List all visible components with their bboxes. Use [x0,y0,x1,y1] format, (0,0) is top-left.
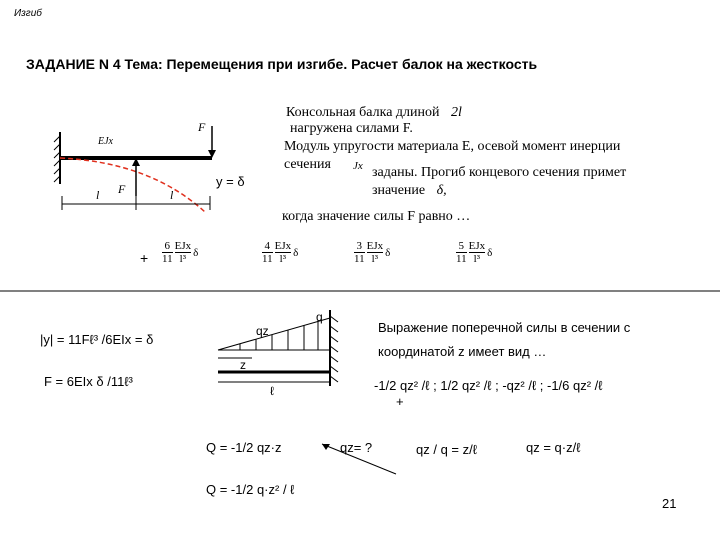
derivation-q1: Q = -1/2 qz·z [206,440,282,455]
label-q: q [316,310,323,324]
label-force-top: F [198,120,206,134]
question2-answers[interactable]: -1/2 qz² /ℓ ; 1/2 qz² /ℓ ; -qz² /ℓ ; -1/6 qz² /ℓ [374,378,603,393]
problem-length-symbol: 2l [451,105,462,120]
label-deflection: y = δ [216,174,245,189]
problem-line-3: Модуль упругости материала E, осевой момент инерции [284,139,621,154]
solution-eq-2: F = 6EIx δ /11ℓ³ [44,374,133,389]
solution-eq-1: |y| = 11Fℓ³ /6EIx = δ [40,332,154,347]
option-4[interactable]: $\frac{5}{11}$ $\frac{\text{EJx}}{\text{l³}}$ δ [456,240,493,265]
derivation-qz-question: qz= ? [340,440,373,455]
slide-title: ЗАДАНИЕ N 4 Тема: Перемещения при изгибе. Расчет балок на жесткость [26,56,538,72]
problem-line-1: Консольная балка длиной 2l [286,105,462,120]
derivation-ratio: qz / q = z/ℓ [416,442,477,457]
load-triangle-edge [218,318,330,350]
question2-line-1: Выражение поперечной силы в сечении с [378,320,631,335]
label-l-2: l [170,188,174,202]
question2-correct-marker: + [396,394,404,409]
problem-line-6: когда значение силы F равно … [282,209,471,224]
problem-line-4a: сечения [284,157,331,172]
page-number: 21 [662,496,677,511]
label-qz: qz [256,324,269,338]
option-1[interactable]: $\frac{6}{11}$ $\frac{\text{EJx}}{\text{l³}}$ δ [162,240,199,265]
problem-line-2: нагружена силами F. [290,121,413,136]
label-l-1: l [96,188,100,202]
option-3[interactable]: $\frac{3}{11}$ $\frac{\text{EJx}}{\text{l³}}$ δ [354,240,391,265]
wall-hatching-2 [330,316,338,382]
problem-line-5: значение δ, [372,183,447,198]
slide-header: Изгиб [14,8,42,19]
problem-line-4b: заданы. Прогиб концевого сечения примет [372,165,627,180]
label-ej: EJx [98,136,113,147]
label-force-mid: F [118,182,126,196]
option-2[interactable]: $\frac{4}{11}$ $\frac{\text{EJx}}{\text{l³}}$ δ [262,240,299,265]
label-z: z [240,358,246,372]
problem-jx-symbol: Jx [353,160,363,172]
question2-line-2: координатой z имеет вид … [378,344,547,359]
load-arrows [240,321,318,350]
derivation-qz-eq: qz = q·z/ℓ [526,440,581,455]
cantilever-beam-figure [54,126,216,212]
label-l: ℓ [270,384,274,398]
derivation-q2: Q = -1/2 q·z² / ℓ [206,482,295,497]
correct-marker: + [140,250,149,266]
problem-delta-symbol: δ, [436,183,447,198]
